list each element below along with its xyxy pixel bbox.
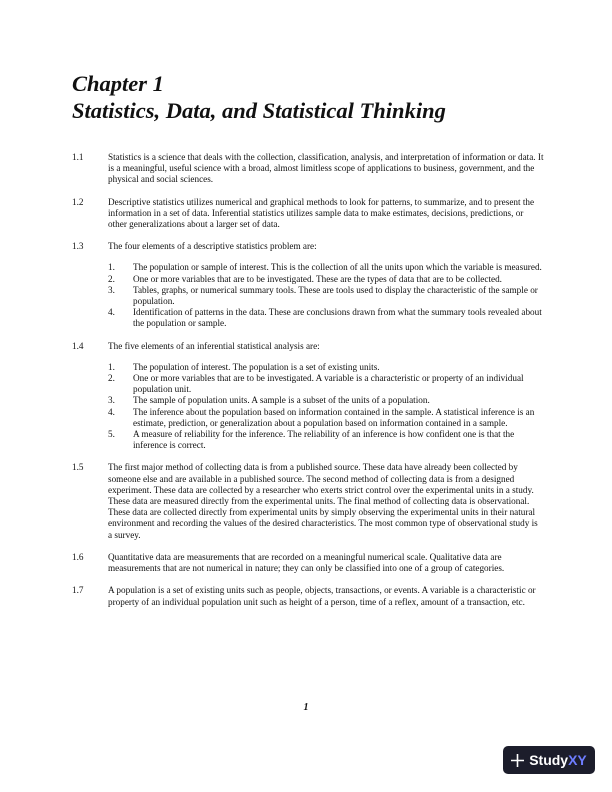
section <box>72 552 544 574</box>
chapter-title <box>72 70 446 124</box>
section <box>72 585 544 607</box>
section <box>72 341 544 452</box>
section-number: 1.5 <box>72 462 84 473</box>
list-item: 5. A measure of reliability for the inference. The reliability of an inference is how confident one is that the inference is correct. <box>108 429 515 451</box>
studyxy-badge[interactable] <box>503 746 595 774</box>
plus-icon <box>511 754 524 767</box>
section-text: Statistics is a science that deals with the collection, classification, analysis, and interpretation of information or data. It is a meaningful, useful science with a broad, almost limitless scope of applications to business, government, and the physical and social sciences. <box>108 152 544 185</box>
chapter-subtitle: Statistics, Data, and Statistical Thinking <box>72 98 446 123</box>
section-text: The first major method of collecting data is from a published source. These data have already been collected by someone else and are available in a published source. The second method of collecting data is from a designed experiment. These data are collected by a researcher who exerts strict control over the experimental units in a study. These data are measured directly from the experimental units. The final method of collecting data is observational. These data are collected directly from experimental units by simply observing the experimental units in their natural environment and recording the values of the desired characteristics. The most common type of observational study is a survey. <box>108 462 538 540</box>
section-text: The four elements of a descriptive statistics problem are: <box>108 241 317 252</box>
section-number: 1.4 <box>72 340 84 351</box>
section-number: 1.7 <box>72 585 84 596</box>
section-text: Descriptive statistics utilizes numerical and graphical methods to look for patterns, to summarize, and to present the information in a set of data. Inferential statistics utilizes sample data to make estimates, decisions, predictions, or other generalizations about a larger set of data. <box>108 196 535 230</box>
section-number: 1.3 <box>72 241 84 252</box>
list-item: 1. The population or sample of interest. This is the collection of all the units upon which the variable is measured. <box>108 262 542 273</box>
list-item: 3. Tables, graphs, or numerical summary tools. These are tools used to display the characteristic of the sample or population. <box>108 284 538 307</box>
list-item: 3. The sample of population units. A sample is a subset of the units of a population. <box>108 395 430 406</box>
section <box>72 152 544 186</box>
brand-name-study: Study <box>529 752 569 768</box>
section-number: 1.2 <box>72 196 84 207</box>
list-item: 2. One or more variables that are to be investigated. These are the types of data that are to be collected. <box>108 273 502 284</box>
list-item: 1. The population of interest. The population is a set of existing units. <box>108 361 380 372</box>
brand-name-xy: XY <box>568 752 587 768</box>
page-number: 1 <box>303 702 309 713</box>
chapter-number: Chapter 1 <box>72 71 164 96</box>
section-number: 1.6 <box>72 551 84 562</box>
list-item: 2. One or more variables that are to be investigated. A variable is a characteristic or property of an individual population unit. <box>108 373 524 395</box>
list-item: 4. Identification of patterns in the data. These are conclusions drawn from what the summary tools revealed about the population or sample. <box>108 307 542 329</box>
content <box>72 152 544 619</box>
section-text: A population is a set of existing units such as people, objects, transactions, or events. A variable is a characteristic or property of an individual population unit such as height of a person, time of a reflex, amount of a transaction, etc. <box>108 585 536 607</box>
section-text: The five elements of an inferential statistical analysis are: <box>108 340 320 351</box>
section <box>72 462 544 540</box>
section-text: Quantitative data are measurements that are recorded on a meaningful numerical scale. Qualitative data are measurements that are not numerical in nature; they can only be classified into one of a group of categories. <box>108 551 505 574</box>
element-list <box>108 262 544 329</box>
section <box>72 241 544 329</box>
list-item: 4. The inference about the population based on information contained in the sample. A statistical inference is an estimate, prediction, or generalization about a population based on information contained in a sample. <box>108 406 535 428</box>
section-number: 1.1 <box>72 152 84 162</box>
section <box>72 197 544 231</box>
element-list <box>108 362 544 452</box>
